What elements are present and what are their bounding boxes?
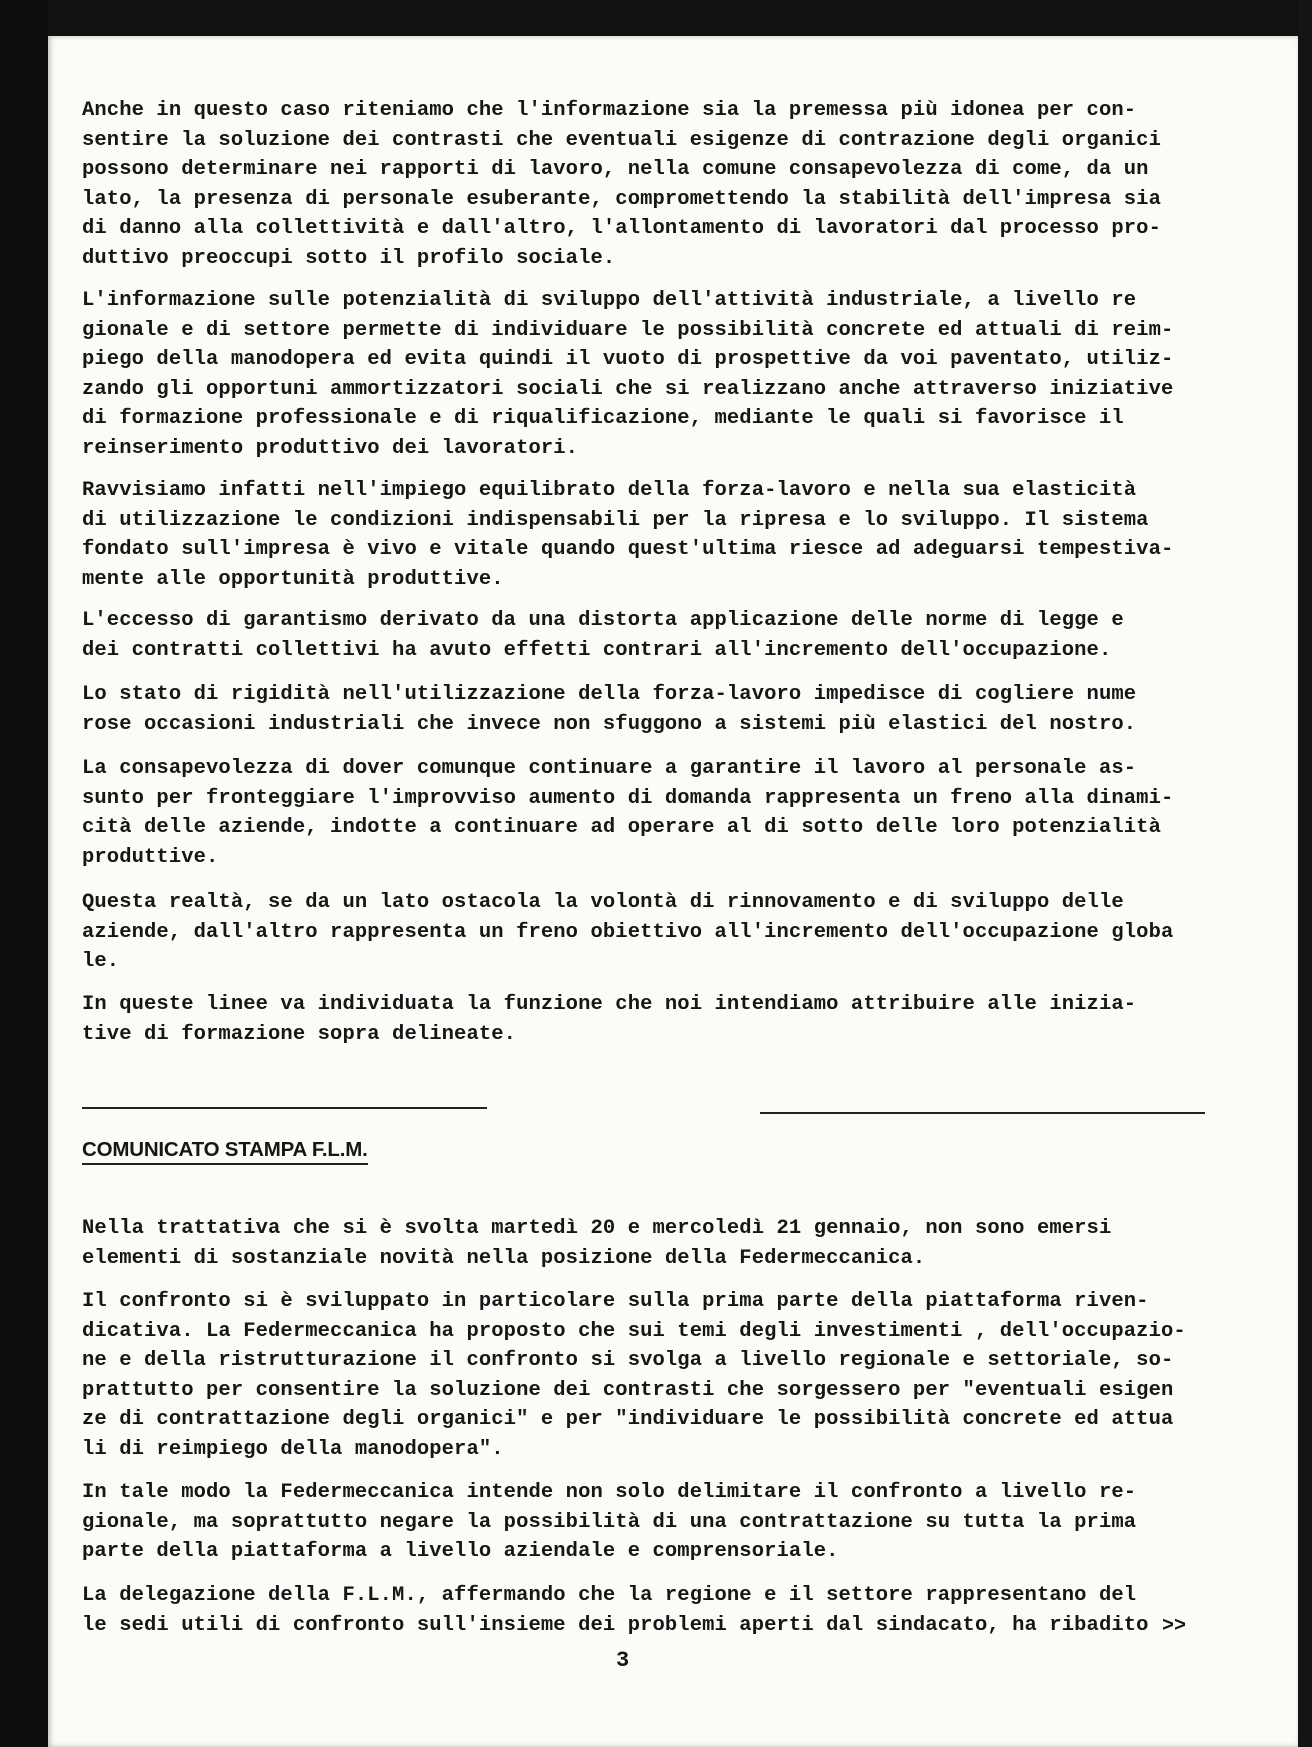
text-line: rose occasioni industriali che invece non sfuggono a sistemi più elastici del nostro. — [82, 712, 1137, 736]
text-line: Lo stato di rigidità nell'utilizzazione della forza-lavoro impedisce di cogliere nume — [82, 683, 1137, 706]
press-release-heading: COMUNICATO STAMPA F.L.M. — [82, 1138, 368, 1165]
text-line: elementi di sostanziale novità nella posizione della Federmeccanica. — [82, 1246, 926, 1270]
text-line: duttivo preoccupi sotto il profilo sociale. — [82, 246, 616, 270]
paragraph — [82, 606, 1202, 665]
paragraph — [82, 1214, 1202, 1273]
text-line: aziende, dall'altro rappresenta un freno obiettivo all'incremento dell'occupazione globa — [82, 920, 1174, 944]
continue-mark: >> — [1162, 1615, 1187, 1638]
text-line: reinserimento produttivo dei lavoratori. — [82, 436, 579, 460]
text-line: parte della piattaforma a livello aziendale e comprensoriale. — [82, 1540, 839, 1563]
separator-rule-left — [82, 1107, 487, 1109]
text-line: le sedi utili di confronto sull'insieme dei problemi aperti dal sindacato, ha ribadito — [82, 1613, 1149, 1637]
text-line: L'informazione sulle potenzialità di sviluppo dell'attività industriale, a livello re — [82, 289, 1137, 312]
text-line: ne e della ristrutturazione il confronto si svolga a livello regionale e settoriale, so- — [82, 1349, 1174, 1372]
paragraph — [82, 1478, 1202, 1567]
paragraph — [82, 286, 1202, 463]
paragraph — [82, 1581, 1202, 1640]
text-line: prattutto per consentire la soluzione dei contrasti che sorgessero per "eventuali esigen — [82, 1378, 1174, 1402]
separator-rule-right — [760, 1112, 1205, 1114]
text-line: sentire la soluzione dei contrasti che eventuali esigenze di contrazione degli organici — [82, 128, 1161, 152]
paragraph — [82, 96, 1202, 273]
text-line: piego della manodopera ed evita quindi il vuoto di prospettive da voi paventato, utiliz- — [82, 348, 1174, 371]
text-line: produttive. — [82, 845, 219, 869]
text-line: gionale, ma soprattutto negare la possibilità di una contrattazione su tutta la prima — [82, 1510, 1137, 1534]
text-line: di utilizzazione le condizioni indispensabili per la ripresa e lo sviluppo. Il sistema — [82, 508, 1149, 532]
text-line: Questa realtà, se da un lato ostacola la volontà di rinnovamento e di sviluppo delle — [82, 891, 1124, 914]
text-line: mente alle opportunità produttive. — [82, 567, 504, 591]
text-line: Il confronto si è sviluppato in particolare sulla prima parte della piattaforma riven- — [82, 1290, 1149, 1313]
text-line: dicativa. La Federmeccanica ha proposto che sui temi degli investimenti , dell'occupazio- — [82, 1319, 1186, 1343]
text-line: Ravvisiamo infatti nell'impiego equilibrato della forza-lavoro e nella sua elasticità — [82, 479, 1137, 502]
paragraph — [82, 476, 1202, 594]
text-line: possono determinare nei rapporti di lavoro, nella comune consapevolezza di come, da un — [82, 158, 1149, 181]
text-line: li di reimpiego della manodopera". — [82, 1437, 504, 1461]
paragraph — [82, 990, 1202, 1049]
text-line: di danno alla collettività e dall'altro, l'allontamento di lavoratori dal processo pro- — [82, 217, 1161, 240]
text-line: ze di contrattazione degli organici" e per "individuare le possibilità concrete ed attua — [82, 1408, 1174, 1431]
text-line: In tale modo la Federmeccanica intende non solo delimitare il confronto a livello re- — [82, 1481, 1137, 1504]
text-line: zando gli opportuni ammortizzatori sociali che si realizzano anche attraverso iniziative — [82, 377, 1174, 401]
text-line: dei contratti collettivi ha avuto effetti contrari all'incremento dell'occupazione. — [82, 638, 1112, 662]
text-line: La delegazione della F.L.M., affermando che la regione e il settore rappresentano del — [82, 1584, 1137, 1607]
text-line: tive di formazione sopra delineate. — [82, 1022, 517, 1046]
paragraph — [82, 680, 1202, 739]
scan-border-left — [0, 0, 48, 1747]
text-line: cità delle aziende, indotte a continuare ad operare al di sotto delle loro potenzialità — [82, 816, 1161, 839]
text-line: Nella trattativa che si è svolta martedì 20 e mercoledì 21 gennaio, non sono emersi — [82, 1217, 1112, 1240]
paragraph — [82, 754, 1202, 872]
text-line: In queste linee va individuata la funzione che noi intendiamo attribuire alle inizia- — [82, 993, 1137, 1016]
scan-border-top — [0, 0, 1312, 36]
paragraph — [82, 888, 1202, 977]
text-line: sunto per fronteggiare l'improvviso aumento di domanda rappresenta un freno alla dinami- — [82, 786, 1174, 810]
text-line: L'eccesso di garantismo derivato da una distorta applicazione delle norme di legge e — [82, 609, 1124, 632]
text-line: le. — [82, 950, 120, 973]
text-line: gionale e di settore permette di individuare le possibilità concrete ed attuali di reim- — [82, 318, 1174, 342]
text-line: fondato sull'impresa è vivo e vitale quando quest'ultima riesce ad adeguarsi tempestiva- — [82, 538, 1174, 561]
text-line: di formazione professionale e di riqualificazione, mediante le quali si favorisce il — [82, 407, 1124, 430]
scan-border-right — [1298, 0, 1312, 1747]
paragraph — [82, 1287, 1202, 1464]
text-line: lato, la presenza di personale esuberante, compromettendo la stabilità dell'impresa sia — [82, 187, 1161, 211]
text-line: La consapevolezza di dover comunque continuare a garantire il lavoro al personale as- — [82, 757, 1137, 780]
page-number: 3 — [616, 1648, 630, 1673]
text-line: Anche in questo caso riteniamo che l'informazione sia la premessa più idonea per con- — [82, 99, 1137, 122]
